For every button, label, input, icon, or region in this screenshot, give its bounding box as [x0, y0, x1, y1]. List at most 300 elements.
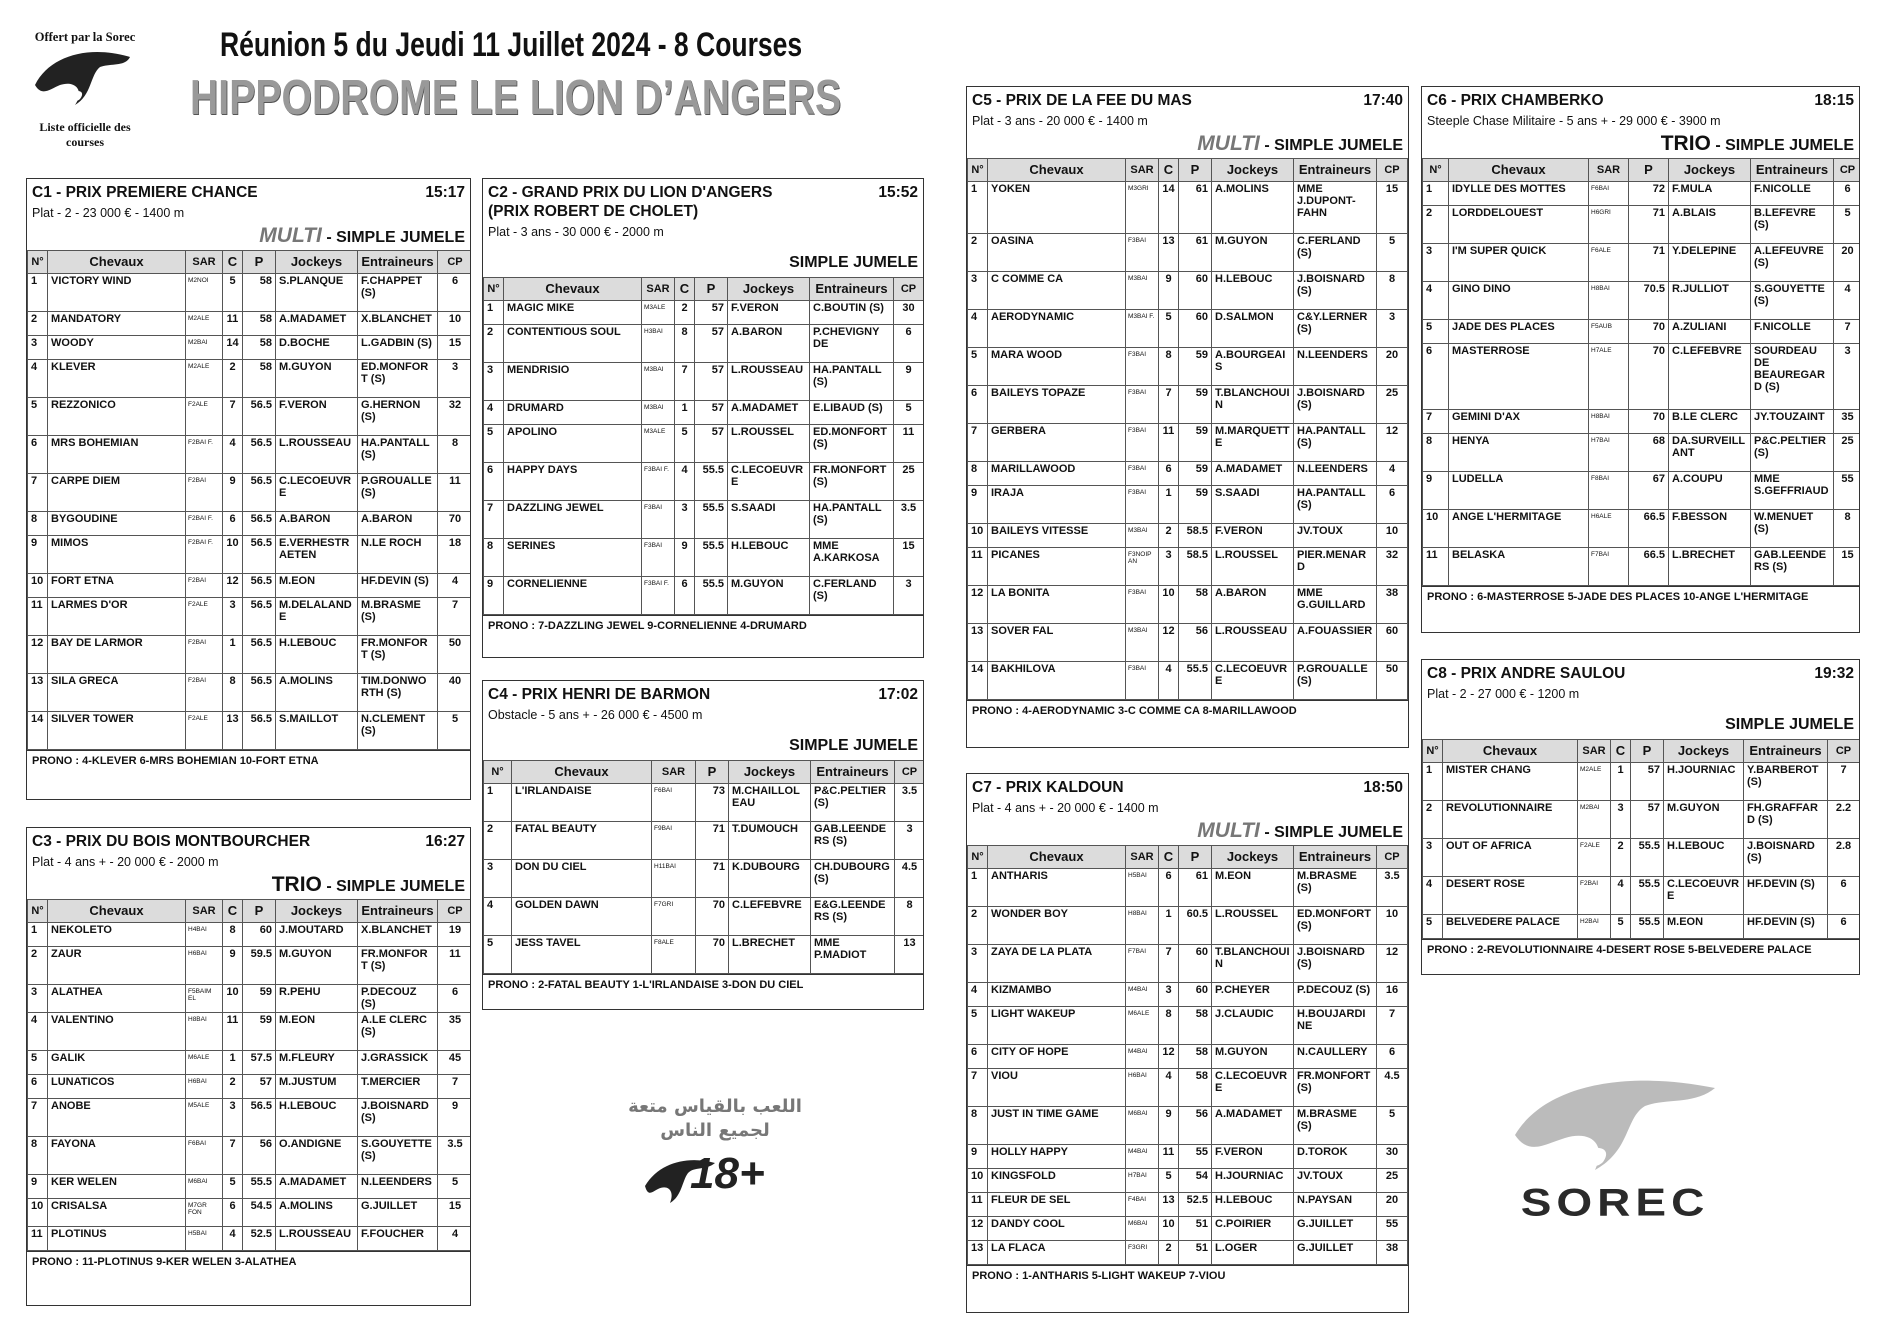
runner-horse: VICTORY WIND: [48, 274, 186, 312]
runner-sar: H3BAI: [642, 325, 675, 363]
offered-by: Offert par la Sorec: [34, 30, 136, 44]
runner-jockey: C.LECOEUVRE: [1212, 1069, 1294, 1107]
runner-jockey: M.DELALANDE: [276, 598, 358, 636]
runner-n: 7: [1423, 410, 1449, 434]
race-c5: [966, 86, 1409, 748]
runner-cp: 70: [438, 512, 472, 536]
runner-row: [484, 301, 924, 325]
runner-p: 59: [243, 1013, 276, 1051]
runner-p: 56.5: [243, 1099, 276, 1137]
runner-c: 2: [1611, 839, 1631, 877]
runner-jockey: K.DUBOURG: [729, 860, 811, 898]
runner-horse: GINO DINO: [1449, 282, 1589, 320]
runner-p: 56.5: [243, 474, 276, 512]
runner-horse: VIOU: [988, 1069, 1126, 1107]
runner-sar: M3ALE: [642, 301, 675, 325]
runner-cp: 45: [438, 1051, 472, 1075]
runner-p: 55.5: [695, 539, 728, 577]
runner-jockey: M.JUSTUM: [276, 1075, 358, 1099]
race-prono: PRONO : 11-PLOTINUS 9-KER WELEN 3-ALATHEA: [27, 1251, 470, 1273]
runner-n: 4: [28, 360, 48, 398]
runner-horse: WOODY: [48, 336, 186, 360]
runner-jockey: S.SAADI: [728, 501, 810, 539]
bet-main: TRIO: [271, 873, 322, 896]
runner-c: 2: [223, 1075, 243, 1099]
runner-cp: 8: [895, 898, 925, 936]
runner-jockey: DA.SURVEILLANT: [1669, 434, 1751, 472]
runner-trainer: N.LEENDERS: [1294, 462, 1377, 486]
runner-sar: H7BAI: [1126, 1169, 1159, 1193]
runner-sar: F3BAI: [1126, 424, 1159, 462]
runner-p: 56.5: [243, 398, 276, 436]
runner-c: 10: [1159, 1217, 1179, 1241]
runner-sar: M4BAI: [1126, 1045, 1159, 1069]
runner-p: 70.5: [1629, 282, 1669, 320]
runner-c: 4: [223, 436, 243, 474]
runner-horse: MENDRISIO: [504, 363, 642, 401]
runner-horse: SILA GRECA: [48, 674, 186, 712]
runner-n: 7: [484, 501, 504, 539]
runner-c: 9: [675, 539, 695, 577]
runner-jockey: Y.DELEPINE: [1669, 244, 1751, 282]
runner-c: 2: [1159, 1241, 1179, 1265]
race-info: Plat - 4 ans + - 20 000 € - 2000 m: [32, 855, 219, 869]
runner-p: 56.5: [243, 598, 276, 636]
runner-trainer: C.FERLAND (S): [810, 577, 894, 615]
runner-p: 70: [696, 936, 729, 974]
runner-cp: 3: [1834, 344, 1861, 410]
runner-row: [968, 348, 1408, 386]
runner-jockey: L.ROUSSEL: [728, 425, 810, 463]
runner-horse: PLOTINUS: [48, 1227, 186, 1251]
runner-trainer: ED.MONFORT (S): [358, 360, 438, 398]
runner-n: 4: [968, 983, 988, 1007]
runner-rows: [1423, 182, 1861, 586]
runner-jockey: M.MARQUETTE: [1212, 424, 1294, 462]
runner-row: [28, 674, 472, 712]
race-info: Plat - 2 - 27 000 € - 1200 m: [1427, 687, 1580, 701]
runner-sar: F2ALE: [186, 398, 223, 436]
runner-n: 9: [28, 536, 48, 574]
runner-row: [968, 1069, 1408, 1107]
runner-c: 12: [223, 574, 243, 598]
runner-horse: PICANES: [988, 548, 1126, 586]
runner-trainer: P.GROUALLE (S): [1294, 662, 1377, 700]
runner-row: [1423, 510, 1861, 548]
runner-cp: 16: [1377, 983, 1408, 1007]
runner-n: 10: [968, 524, 988, 548]
runner-jockey: A.BLAIS: [1669, 206, 1751, 244]
runner-sar: H2BAI: [1578, 915, 1611, 939]
runner-jockey: O.ANDIGNE: [276, 1137, 358, 1175]
runner-c: 8: [223, 923, 243, 947]
runner-horse: ZAUR: [48, 947, 186, 985]
bet-rest: - SIMPLE JUMELE: [1259, 824, 1403, 841]
runner-sar: M3BAI: [1126, 624, 1159, 662]
runner-trainer: S.GOUYETTE (S): [1751, 282, 1834, 320]
runner-horse: LARMES D'OR: [48, 598, 186, 636]
runner-p: 58: [243, 312, 276, 336]
runner-n: 10: [28, 1199, 48, 1227]
runner-cp: 8: [438, 436, 472, 474]
runner-jockey: C.POIRIER: [1212, 1217, 1294, 1241]
runner-trainer: G.JUILLET: [1294, 1241, 1377, 1265]
runner-sar: M4BAI: [1126, 1145, 1159, 1169]
runner-trainer: Y.BARBEROT (S): [1744, 763, 1828, 801]
runner-trainer: N.CLEMENT (S): [358, 712, 438, 750]
runner-trainer: P&C.PELTIER (S): [811, 784, 895, 822]
runner-row: [28, 636, 472, 674]
runner-sar: M3BAI F.: [1126, 310, 1159, 348]
runner-jockey: L.ROUSSEAU: [1212, 624, 1294, 662]
runner-cp: 15: [438, 1199, 472, 1227]
runner-trainer: GAB.LEENDERS (S): [1751, 548, 1834, 586]
runner-c: 4: [1159, 1069, 1179, 1107]
runner-n: 4: [28, 1013, 48, 1051]
runner-p: 60: [1179, 945, 1212, 983]
runner-trainer: PIER.MENARD: [1294, 548, 1377, 586]
runner-jockey: M.GUYON: [728, 577, 810, 615]
runner-cp: 25: [1377, 1169, 1408, 1193]
runner-sar: H5BAI: [1126, 869, 1159, 907]
runner-trainer: P.DECOUZ (S): [1294, 983, 1377, 1007]
runner-cp: 4: [438, 574, 472, 598]
runner-trainer: TIM.DONWORTH (S): [358, 674, 438, 712]
runner-horse: JESS TAVEL: [512, 936, 652, 974]
runner-row: [968, 548, 1408, 586]
runner-cp: 2.2: [1828, 801, 1860, 839]
bet-types: [483, 732, 923, 760]
runner-sar: F2BAI F.: [186, 512, 223, 536]
runner-n: 13: [968, 1241, 988, 1265]
runner-p: 66.5: [1629, 510, 1669, 548]
race-time: 15:17: [425, 184, 465, 201]
runner-n: 9: [28, 1175, 48, 1199]
runner-cp: 15: [1377, 182, 1408, 234]
runner-sar: F6BAI: [186, 1137, 223, 1175]
race-info: Obstacle - 5 ans + - 26 000 € - 4500 m: [488, 708, 703, 722]
runner-sar: F8BAI: [1589, 472, 1629, 510]
runner-trainer: MME G.GUILLARD: [1294, 586, 1377, 624]
runner-p: 55: [1179, 1145, 1212, 1169]
runner-cp: 6: [438, 274, 472, 312]
runner-p: 58: [1179, 1007, 1212, 1045]
runner-p: 71: [1629, 244, 1669, 282]
runner-cp: 30: [894, 301, 924, 325]
runner-row: [28, 712, 472, 750]
runner-p: 59.5: [243, 947, 276, 985]
runner-trainer: F.CHAPPET (S): [358, 274, 438, 312]
runner-cp: 3: [438, 360, 472, 398]
runner-sar: M3BAI: [642, 401, 675, 425]
runner-c: 3: [1159, 983, 1179, 1007]
race-c4: [482, 680, 924, 1010]
runner-horse: GALIK: [48, 1051, 186, 1075]
runner-n: 2: [968, 907, 988, 945]
runner-jockey: A.MADAMET: [276, 312, 358, 336]
runner-row: [28, 947, 472, 985]
runner-c: 7: [223, 1137, 243, 1175]
runner-c: 5: [1159, 310, 1179, 348]
runner-row: [1423, 839, 1860, 877]
bet-types: [1422, 130, 1859, 158]
runner-row: [28, 398, 472, 436]
runner-row: [968, 234, 1408, 272]
runner-n: 6: [968, 386, 988, 424]
runner-p: 59: [1179, 486, 1212, 524]
runner-row: [484, 463, 924, 501]
runner-sar: F8ALE: [652, 936, 696, 974]
runner-cp: 8: [1377, 272, 1408, 310]
runner-p: 57: [695, 401, 728, 425]
runner-n: 7: [968, 1069, 988, 1107]
runner-cp: 8: [1834, 510, 1861, 548]
runner-sar: M3ALE: [642, 425, 675, 463]
runner-horse: BELASKA: [1449, 548, 1589, 586]
runner-n: 5: [968, 1007, 988, 1045]
bet-types: [27, 222, 470, 250]
runner-sar: M6ALE: [1126, 1007, 1159, 1045]
runner-c: 7: [675, 363, 695, 401]
runner-horse: BYGOUDINE: [48, 512, 186, 536]
runner-cp: 6: [894, 325, 924, 363]
runner-p: 70: [1629, 344, 1669, 410]
runner-c: 5: [223, 1175, 243, 1199]
runner-p: 59: [1179, 462, 1212, 486]
runner-c: 6: [675, 577, 695, 615]
bet-types: [967, 817, 1408, 845]
runner-p: 51: [1179, 1241, 1212, 1265]
runner-trainer: W.MENUET (S): [1751, 510, 1834, 548]
runner-jockey: A.MADAMET: [1212, 462, 1294, 486]
runner-horse: LORDDELOUEST: [1449, 206, 1589, 244]
runner-n: 1: [1423, 763, 1443, 801]
runner-sar: F3NOIP AN: [1126, 548, 1159, 586]
runner-c: 8: [675, 325, 695, 363]
runner-jockey: H.LEBOUC: [276, 1099, 358, 1137]
runner-p: 56.5: [243, 674, 276, 712]
runner-sar: H6BAI: [1126, 1069, 1159, 1107]
runner-row: [484, 325, 924, 363]
runner-trainer: FR.MONFORT (S): [358, 636, 438, 674]
runner-p: 60: [1179, 310, 1212, 348]
runner-c: 8: [1159, 348, 1179, 386]
runner-jockey: M.GUYON: [1212, 234, 1294, 272]
runner-jockey: L.ROUSSEL: [1212, 548, 1294, 586]
runner-cp: 3: [894, 577, 924, 615]
runner-row: [968, 1045, 1408, 1069]
runner-horse: MANDATORY: [48, 312, 186, 336]
runner-jockey: C.LECOEUVRE: [276, 474, 358, 512]
runner-sar: F3BAI: [642, 501, 675, 539]
runner-trainer: M.BRASME (S): [1294, 869, 1377, 907]
runner-jockey: A.MOLINS: [1212, 182, 1294, 234]
race-c6: [1421, 86, 1860, 633]
race-title: C5 - PRIX DE LA FEE DU MAS: [972, 92, 1192, 109]
runner-cp: 12: [1377, 945, 1408, 983]
runner-horse: MISTER CHANG: [1443, 763, 1578, 801]
runner-n: 3: [968, 945, 988, 983]
runner-n: 1: [484, 784, 512, 822]
runner-c: 11: [1159, 1145, 1179, 1169]
runner-row: [1423, 244, 1861, 282]
runner-sar: F7BAI: [1589, 548, 1629, 586]
runner-cp: 40: [438, 674, 472, 712]
runner-horse: LIGHT WAKEUP: [988, 1007, 1126, 1045]
runner-row: [968, 662, 1408, 700]
runner-n: 1: [968, 182, 988, 234]
runner-row: [484, 577, 924, 615]
runner-horse: VALENTINO: [48, 1013, 186, 1051]
runner-p: 57: [243, 1075, 276, 1099]
race-title: C6 - PRIX CHAMBERKO: [1427, 92, 1604, 109]
runner-trainer: HA.PANTALL (S): [1294, 486, 1377, 524]
runner-row: [484, 539, 924, 577]
sorec-horse-swoosh-icon: [1505, 1070, 1725, 1180]
runner-cp: 4: [1834, 282, 1861, 320]
runner-p: 56.5: [243, 636, 276, 674]
runner-c: 1: [223, 1051, 243, 1075]
race-prono: PRONO : 4-AERODYNAMIC 3-C COMME CA 8-MARILLAWOOD: [967, 700, 1408, 722]
runner-cp: 38: [1377, 586, 1408, 624]
runner-horse: NEKOLETO: [48, 923, 186, 947]
runner-horse: I'M SUPER QUICK: [1449, 244, 1589, 282]
runner-jockey: M.GUYON: [1664, 801, 1744, 839]
runner-n: 3: [968, 272, 988, 310]
runner-n: 10: [1423, 510, 1449, 548]
runner-sar: F3BAI: [1126, 348, 1159, 386]
runner-row: [968, 586, 1408, 624]
runner-c: 3: [675, 501, 695, 539]
runner-horse: FATAL BEAUTY: [512, 822, 652, 860]
runner-row: [28, 598, 472, 636]
runner-trainer: HA.PANTALL (S): [1294, 424, 1377, 462]
runner-jockey: M.CHAILLOLEAU: [729, 784, 811, 822]
runner-jockey: H.JOURNIAC: [1212, 1169, 1294, 1193]
runner-jockey: A.ZULIANI: [1669, 320, 1751, 344]
runner-sar: F3GRI: [1126, 1241, 1159, 1265]
runner-row: [28, 312, 472, 336]
runner-cp: 35: [1834, 410, 1861, 434]
runner-sar: F3BAI F.: [642, 463, 675, 501]
runner-c: 4: [675, 463, 695, 501]
runner-cp: 5: [438, 1175, 472, 1199]
runner-row: [28, 512, 472, 536]
runner-n: 12: [968, 586, 988, 624]
runner-row: [968, 945, 1408, 983]
runner-jockey: P.CHEYER: [1212, 983, 1294, 1007]
runner-n: 5: [484, 425, 504, 463]
runner-p: 60.5: [1179, 907, 1212, 945]
bet-rest: - SIMPLE JUMELE: [321, 878, 465, 895]
runner-p: 55.5: [1631, 877, 1664, 915]
runner-row: [484, 363, 924, 401]
runner-row: [28, 923, 472, 947]
runner-c: 12: [1159, 1045, 1179, 1069]
runner-trainer: C.FERLAND (S): [1294, 234, 1377, 272]
runner-c: 14: [1159, 182, 1179, 234]
runner-n: 6: [1423, 344, 1449, 410]
runner-sar: F2BAI: [186, 474, 223, 512]
runner-trainer: ED.MONFORT (S): [810, 425, 894, 463]
runner-n: 6: [28, 1075, 48, 1099]
runner-sar: M3BAI: [642, 363, 675, 401]
runner-n: 4: [484, 898, 512, 936]
runner-jockey: F.VERON: [728, 301, 810, 325]
runner-jockey: D.SALMON: [1212, 310, 1294, 348]
runner-horse: MARILLAWOOD: [988, 462, 1126, 486]
runner-sar: H5BAI: [186, 1227, 223, 1251]
runner-p: 56: [1179, 1107, 1212, 1145]
runner-sar: F6BAI: [1589, 182, 1629, 206]
runner-jockey: S.MAILLOT: [276, 712, 358, 750]
runner-n: 4: [1423, 877, 1443, 915]
runner-sar: H11BAI: [652, 860, 696, 898]
runner-trainer: N.LEENDERS: [1294, 348, 1377, 386]
runner-jockey: H.LEBOUC: [276, 636, 358, 674]
runner-trainer: HA.PANTALL (S): [358, 436, 438, 474]
runner-sar: F3BAI F.: [642, 577, 675, 615]
runner-p: 57: [695, 425, 728, 463]
runner-p: 57: [1631, 763, 1664, 801]
runner-row: [968, 1217, 1408, 1241]
runners-table: N° Chevaux SAR C P Jockeys Entraineurs CP 1 YOKEN M3GRI 14 61 A.MOLINS MME J.DUPONT-FAHN 15 2 OASINA F3BAI 13 61 M.GUYON C.FERLAND (S) 5 3 C COMME CA M3BAI 9 60 H.LEBOUC J.BOISNARD (S) 8 4 AERODYNAMIC M3BAI F. 5 60 D.SALMON C&Y.LERNER (S) 3 5 MARA WOOD F3BAI 8 59 A.BOURGEAIS N.LEENDERS 20 6 BAILEYS TOPAZE F3BAI 7 59 T.BLANCHOUIN J.BOISNARD (S) 25 7 GERBERA F3BAI 11 59 M.MARQUETTE HA.PANTALL (S) 12 8 MARILLAWOOD F3BAI 6 59 A.MADAMET N.LEENDERS 4 9 IRAJA F3BAI 1 59 S.SAADI HA.PANTALL (S) 6 10 BAILEYS VITESSE M3BAI 2 58.5 F.VERON JV.TOUX 10 11 PICANES F3NOIP AN 3 58.5 L.ROUSSEL PIER.MENARD 32 12 LA BONITA F3BAI 10 58 A.BARON MME G.GUILLARD 38 13 SOVER FAL M3BAI 12 56 L.ROUSSEAU A.FOUASSIER 60 14 BAKHILOVA F3BAI 4 55.5 C.LECOEUVRE P.GROUALLE (S) 50: [967, 158, 1408, 700]
runner-c: 9: [1159, 1107, 1179, 1145]
runner-horse: KINGSFOLD: [988, 1169, 1126, 1193]
bet-main: MULTI: [259, 224, 322, 247]
runner-jockey: F.VERON: [1212, 1145, 1294, 1169]
runner-cp: 20: [1377, 1193, 1408, 1217]
runner-n: 5: [28, 1051, 48, 1075]
runner-jockey: M.EON: [276, 1013, 358, 1051]
runner-n: 3: [484, 860, 512, 898]
runner-horse: FLEUR DE SEL: [988, 1193, 1126, 1217]
runner-cp: 50: [438, 636, 472, 674]
runner-sar: F3BAI: [1126, 234, 1159, 272]
runner-sar: M6BAI: [186, 1175, 223, 1199]
runner-p: 55.5: [695, 577, 728, 615]
runner-p: 52.5: [243, 1227, 276, 1251]
runner-sar: H6BAI: [186, 1075, 223, 1099]
runner-n: 8: [968, 462, 988, 486]
runner-cp: 5: [1377, 1107, 1408, 1145]
runner-p: 59: [1179, 386, 1212, 424]
runner-n: 12: [968, 1217, 988, 1241]
runner-cp: 20: [1834, 244, 1861, 282]
runner-c: 7: [1159, 386, 1179, 424]
runner-p: 57.5: [243, 1051, 276, 1075]
runner-sar: M7GR FON: [186, 1199, 223, 1227]
runner-n: 6: [484, 463, 504, 501]
runner-cp: 6: [1834, 182, 1861, 206]
runner-n: 9: [484, 577, 504, 615]
runner-p: 55.5: [1179, 662, 1212, 700]
runner-row: [1423, 282, 1861, 320]
bet-types: [27, 871, 470, 899]
runner-row: [968, 907, 1408, 945]
race-time: 19:32: [1814, 665, 1854, 682]
runner-jockey: S.SAADI: [1212, 486, 1294, 524]
runner-trainer: C.BOUTIN (S): [810, 301, 894, 325]
runner-c: 11: [223, 312, 243, 336]
runner-horse: ALATHEA: [48, 985, 186, 1013]
runner-trainer: J.BOISNARD (S): [1294, 945, 1377, 983]
runner-cp: 11: [438, 947, 472, 985]
race-info: Steeple Chase Militaire - 5 ans + - 29 000 € - 3900 m: [1427, 114, 1721, 128]
runner-row: [968, 386, 1408, 424]
runner-p: 72: [1629, 182, 1669, 206]
runner-jockey: F.VERON: [1212, 524, 1294, 548]
